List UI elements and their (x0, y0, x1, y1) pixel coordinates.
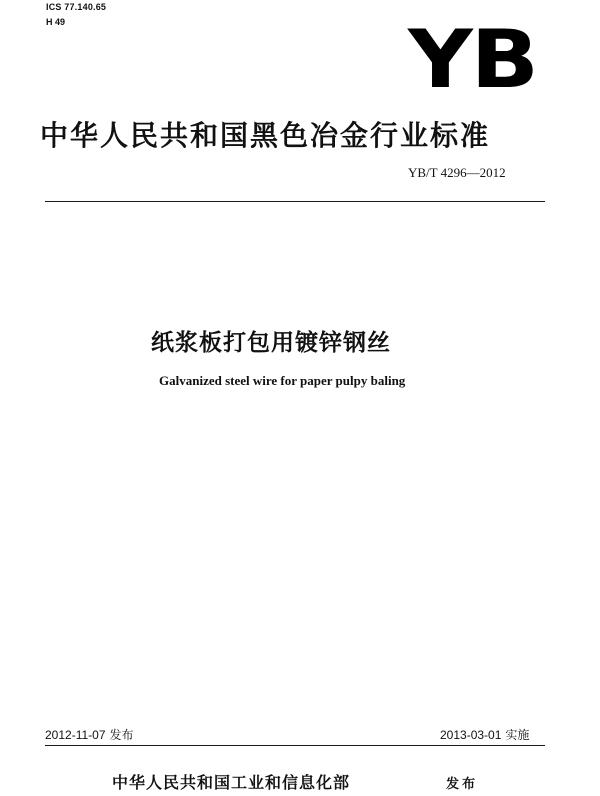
yb-logo: YB (408, 13, 537, 106)
title-chinese: 纸浆板打包用镀锌钢丝 (151, 330, 391, 356)
title-english: Galvanized steel wire for paper pulpy baling (159, 373, 406, 388)
issue-label: 发布 (109, 728, 134, 742)
issuing-authority: 中华人民共和国工业和信息化部 (112, 773, 351, 792)
issuing-label: 发布 (446, 777, 479, 792)
ics-code: ICS 77.140.65 (46, 2, 107, 12)
classification-code: H 49 (46, 17, 66, 27)
issue-date-line (45, 726, 134, 743)
implement-label: 实施 (505, 728, 530, 742)
standard-number: YB/T 4296—2012 (408, 165, 506, 180)
bottom-divider (45, 745, 545, 746)
issue-date: 2012-11-07 (45, 728, 106, 742)
implement-date: 2013-03-01 (440, 728, 502, 742)
standard-category: 中华人民共和国黑色冶金行业标准 (40, 119, 491, 152)
implement-date-line (440, 726, 529, 743)
top-divider (45, 201, 545, 202)
